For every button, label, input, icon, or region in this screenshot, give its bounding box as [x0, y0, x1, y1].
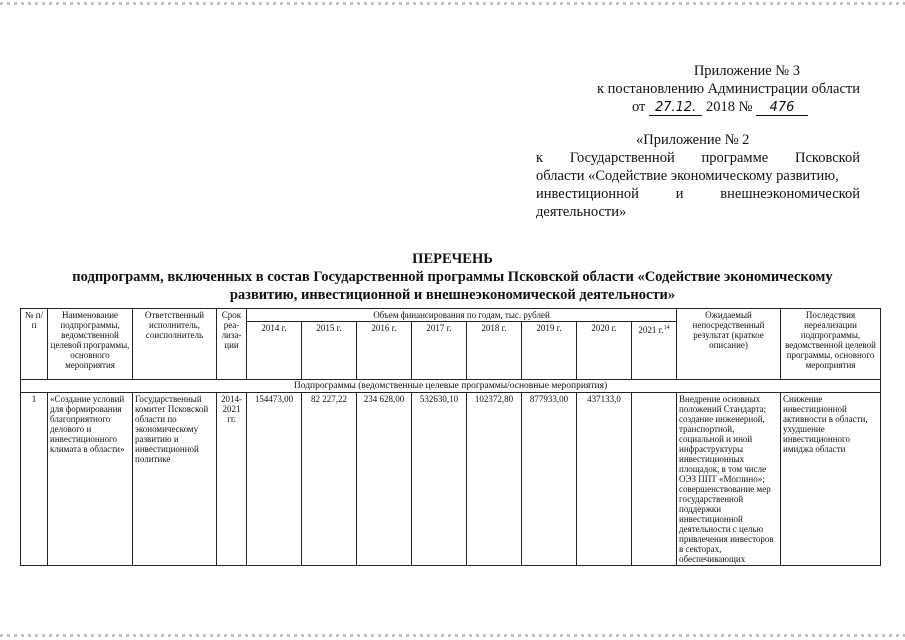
word: Псковской [795, 150, 860, 166]
appendix-decree: к постановлению Администрации области [596, 81, 860, 97]
row-value-2015: 82 227,22 [302, 393, 357, 566]
date-year: 2018 № [705, 99, 753, 115]
title-sub1: подпрограмм, включенных в состав Государственной программы Псковской области «Содействие экономическому [72, 269, 833, 285]
header-year: 2015 г. [302, 322, 357, 380]
row-value-2016: 234 628,00 [357, 393, 412, 566]
row-value-2020: 437133,0 [577, 393, 632, 566]
appendix2-line3: области «Содействие экономическому развитию, [536, 168, 839, 184]
section-row [21, 380, 881, 393]
header-name: Наименование подпрограммы, ведомственной целевой программы, основного мероприятия [48, 309, 133, 380]
document-title [20, 250, 885, 304]
appendix2-line4 [536, 185, 860, 203]
title-main: ПЕРЕЧЕНЬ [412, 251, 493, 267]
row-num: 1 [21, 393, 48, 566]
header-year: 2019 г. [522, 322, 577, 380]
header-result: Ожидаемый непосредственный результат (краткое описание) [677, 309, 781, 380]
appendix2-line2 [536, 149, 860, 167]
header-year-label: 2021 г. [638, 325, 664, 335]
appendix-header [540, 62, 860, 116]
appendix2-header [536, 131, 860, 221]
row-consequences: Снижение инвестиционной активности в области, ухудшение инвестиционного имиджа области [781, 393, 881, 566]
word: Государственной [569, 150, 675, 166]
word: программе [701, 150, 769, 166]
row-value-2021 [632, 393, 677, 566]
table-row [21, 393, 881, 566]
handwritten-number: 476 [756, 101, 808, 116]
scan-edge-bottom [0, 634, 905, 637]
appendix-date-line [540, 98, 860, 116]
word: к [536, 150, 544, 166]
header-year: 2020 г. [577, 322, 632, 380]
appendix-number: Приложение № 3 [693, 63, 800, 79]
handwritten-date: 27.12. [649, 101, 702, 116]
header-consequences: Последствия нереализации подпрограммы, ведомственной целевой программы, основного мероприятия [781, 309, 881, 380]
row-term: 2014-2021 гг. [217, 393, 247, 566]
section-label: Подпрограммы (ведомственные целевые программы/основные мероприятия) [21, 380, 881, 393]
header-executor: Ответственный исполнитель, соисполнитель [133, 309, 217, 380]
header-year: 2014 г. [247, 322, 302, 380]
word: инвестиционной [536, 186, 639, 202]
appendix2-number: «Приложение № 2 [636, 132, 750, 148]
header-year: 2017 г. [412, 322, 467, 380]
date-prefix: от [631, 99, 646, 115]
row-value-2017: 532630,10 [412, 393, 467, 566]
header-year: 2018 г. [467, 322, 522, 380]
header-num: № п/п [21, 309, 48, 380]
row-result: Внедрение основных положений Стандарта; создание инженерной, транспортной, социальной и иной инфраструктуры инвестиционных площадок, в том числе ОЭЗ ППТ «Моглино»; совершенствование мер государственной поддержки инвестиционной деятельности с целью привлечения инвесторов в секторах, обеспечивающих [677, 393, 781, 566]
appendix2-line5: деятельности» [536, 204, 627, 220]
word: и [675, 186, 684, 202]
header-term: Срок реа-лиза-ции [217, 309, 247, 380]
row-executor: Государственный комитет Псковской области по экономическому развитию и инвестиционной политике [133, 393, 217, 566]
header-year-2021 [632, 322, 677, 380]
programs-table [20, 308, 881, 566]
title-sub2: развитию, инвестиционной и внешнеэкономической деятельности» [229, 287, 676, 303]
row-value-2018: 102372,80 [467, 393, 522, 566]
row-value-2019: 877933,00 [522, 393, 577, 566]
scan-edge-top [0, 2, 905, 5]
footnote-marker: 14 [663, 325, 670, 331]
header-funding: Объем финансирования по годам, тыс. рублей [247, 309, 677, 322]
header-year: 2016 г. [357, 322, 412, 380]
word: внешнеэкономической [720, 186, 860, 202]
row-name: «Создание условий для формирования благоприятного делового и инвестиционного климата в области» [48, 393, 133, 566]
row-value-2014: 154473,00 [247, 393, 302, 566]
